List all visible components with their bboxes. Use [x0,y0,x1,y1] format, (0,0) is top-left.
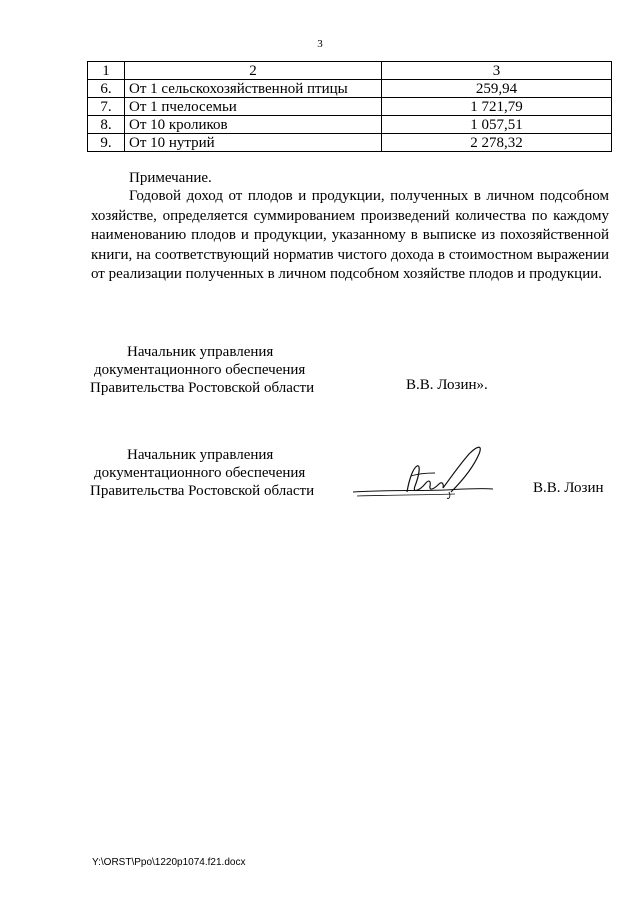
table-row [88,116,612,134]
table-row [88,134,612,152]
position-line: Правительства Ростовской области [90,380,315,396]
row-name: От 10 кроликов [125,116,382,134]
note-title: Примечание. [129,170,212,186]
row-number: 6. [88,80,125,98]
income-norms-table [87,61,612,152]
row-number: 8. [88,116,125,134]
file-path: Y:\ORST\Ppo\1220p1074.f21.docx [92,857,246,868]
row-value: 1 057,51 [382,116,612,134]
signature-block-position-2 [90,446,314,500]
signature-block-position [90,343,314,397]
row-name: От 1 пчелосемьи [125,98,382,116]
table-header-row [88,62,612,80]
page-number: 3 [317,38,323,50]
signatory-name-2: В.В. Лозин [533,480,604,496]
position-line: документационного обеспечения [94,362,306,378]
row-value: 259,94 [382,80,612,98]
table-header-cell: 3 [382,62,612,80]
row-value: 1 721,79 [382,98,612,116]
table-header-cell: 2 [125,62,382,80]
row-name: От 1 сельскохозяйственной птицы [125,80,382,98]
position-line: Начальник управления [127,447,274,463]
table-header-cell: 1 [88,62,125,80]
signatory-name: В.В. Лозин». [406,377,488,393]
table-row [88,98,612,116]
row-name: От 10 нутрий [125,134,382,152]
row-number: 9. [88,134,125,152]
position-line: Начальник управления [127,344,274,360]
position-line: документационного обеспечения [94,465,306,481]
row-value: 2 278,32 [382,134,612,152]
table-row [88,80,612,98]
position-line: Правительства Ростовской области [90,483,315,499]
handwritten-signature [345,440,505,510]
note-text: Годовой доход от плодов и продукции, полученных в личном подсобном хозяйстве, определяется суммированием произведений количества по каждому наименованию плодов и продукции, указанному в выписке из похозяйственной книги, на соответствующий норматив чистого дохода в стоимостном выражении от реализации полученных в личном подсобном хозяйстве плодов и продукции. [91,188,609,282]
row-number: 7. [88,98,125,116]
